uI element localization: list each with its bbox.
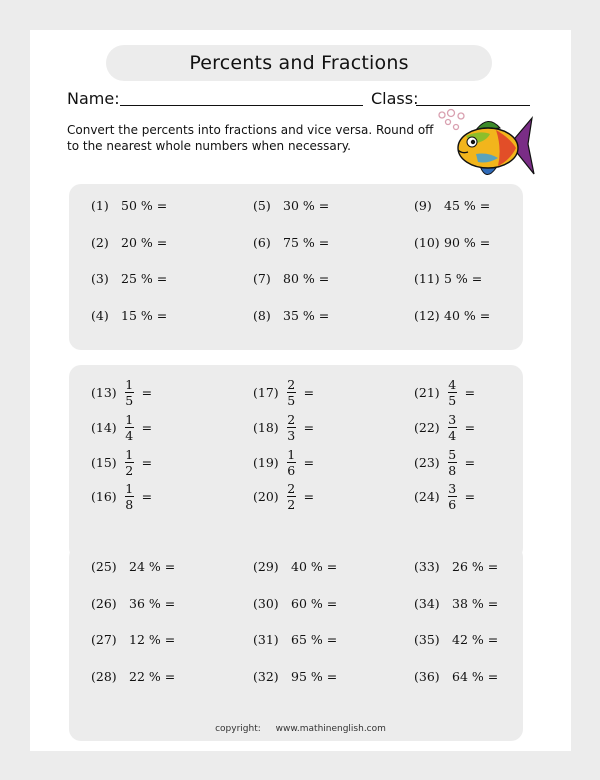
problem-number: (11) <box>414 271 440 286</box>
equals-sign: = <box>464 384 476 400</box>
fraction-problem-item <box>253 480 314 512</box>
problem-item <box>253 632 337 647</box>
problem-item <box>91 632 175 647</box>
problem-number: (14) <box>91 419 117 435</box>
equals-sign: = <box>141 384 153 400</box>
problem-item <box>91 669 175 684</box>
problem-item <box>414 271 482 286</box>
problem-expression: 90 % = <box>444 235 491 250</box>
problem-number: (25) <box>91 559 117 574</box>
fraction-denominator: 8 <box>448 462 457 478</box>
equals-sign: = <box>303 384 315 400</box>
problem-number: (33) <box>414 559 440 574</box>
problem-expression: 75 % = <box>283 235 330 250</box>
problem-expression: 26 % = <box>452 559 499 574</box>
fraction-problem-item <box>91 411 152 443</box>
problem-item <box>414 308 490 323</box>
fraction-numerator: 2 <box>287 376 296 392</box>
problem-expression: 35 % = <box>283 308 330 323</box>
fraction-to-percent-panel <box>69 365 523 560</box>
fraction <box>125 482 134 511</box>
equals-sign: = <box>303 419 315 435</box>
problem-expression: 80 % = <box>283 271 330 286</box>
problem-expression: 95 % = <box>291 669 338 684</box>
problem-item <box>253 669 337 684</box>
problem-item <box>414 632 498 647</box>
title-banner <box>106 45 492 81</box>
problem-expression: 40 % = <box>291 559 338 574</box>
equals-sign: = <box>464 454 476 470</box>
problem-number: (10) <box>414 235 440 250</box>
fraction-denominator: 2 <box>287 496 296 512</box>
problem-number: (36) <box>414 669 440 684</box>
equals-sign: = <box>303 488 315 504</box>
fraction-denominator: 5 <box>448 392 457 408</box>
fraction-problem-item <box>414 446 475 478</box>
problem-item <box>253 308 329 323</box>
problem-number: (8) <box>253 308 271 323</box>
percent-to-fraction-panel-1 <box>69 184 523 350</box>
percent-to-fraction-panel-2 <box>69 545 523 741</box>
fraction <box>125 378 134 407</box>
fraction-denominator: 5 <box>125 392 134 408</box>
problem-item <box>414 235 490 250</box>
fraction-problem-item <box>414 411 475 443</box>
class-label: Class: <box>371 89 419 108</box>
problem-item <box>253 198 329 213</box>
equals-sign: = <box>303 454 315 470</box>
fraction-denominator: 4 <box>125 427 134 443</box>
fraction-numerator: 4 <box>448 376 457 392</box>
problem-expression: 30 % = <box>283 198 330 213</box>
class-blank-line <box>416 105 530 106</box>
equals-sign: = <box>141 454 153 470</box>
fraction-denominator: 4 <box>448 427 457 443</box>
problem-expression: 12 % = <box>129 632 176 647</box>
fraction-numerator: 3 <box>448 480 457 496</box>
fraction <box>448 448 457 477</box>
fraction-numerator: 1 <box>125 446 134 462</box>
problem-number: (7) <box>253 271 271 286</box>
problem-item <box>91 308 167 323</box>
problem-expression: 38 % = <box>452 596 499 611</box>
name-label: Name: <box>67 89 120 108</box>
fraction-problem-item <box>414 480 475 512</box>
problem-number: (28) <box>91 669 117 684</box>
fraction-numerator: 5 <box>448 446 457 462</box>
fraction-denominator: 2 <box>125 462 134 478</box>
problem-item <box>91 235 167 250</box>
problem-number: (24) <box>414 488 440 504</box>
problem-number: (22) <box>414 419 440 435</box>
problem-number: (32) <box>253 669 279 684</box>
problem-number: (4) <box>91 308 109 323</box>
fraction-numerator: 1 <box>287 446 296 462</box>
fraction-problem-item <box>91 376 152 408</box>
problem-expression: 65 % = <box>291 632 338 647</box>
fraction-denominator: 3 <box>287 427 296 443</box>
problem-number: (1) <box>91 198 109 213</box>
problem-expression: 22 % = <box>129 669 176 684</box>
problem-expression: 25 % = <box>121 271 168 286</box>
problem-number: (27) <box>91 632 117 647</box>
fraction <box>287 448 296 477</box>
equals-sign: = <box>141 488 153 504</box>
problem-number: (2) <box>91 235 109 250</box>
problem-number: (30) <box>253 596 279 611</box>
instructions-text: Convert the percents into fractions and vice versa. Round off to the nearest whole numbers when necessary. <box>67 123 434 153</box>
fraction-problem-item <box>253 411 314 443</box>
problem-item <box>253 235 329 250</box>
problem-expression: 60 % = <box>291 596 338 611</box>
problem-number: (29) <box>253 559 279 574</box>
problem-item <box>414 669 498 684</box>
fraction-numerator: 1 <box>125 411 134 427</box>
problem-number: (17) <box>253 384 279 400</box>
fraction-numerator: 2 <box>287 411 296 427</box>
problem-number: (35) <box>414 632 440 647</box>
fraction <box>448 378 457 407</box>
fraction-numerator: 1 <box>125 480 134 496</box>
problem-number: (13) <box>91 384 117 400</box>
page-title: Percents and Fractions <box>189 52 409 74</box>
equals-sign: = <box>464 419 476 435</box>
fraction-denominator: 8 <box>125 496 134 512</box>
problem-item <box>253 596 337 611</box>
problem-number: (16) <box>91 488 117 504</box>
problem-number: (15) <box>91 454 117 470</box>
fraction-problem-item <box>91 446 152 478</box>
problem-number: (31) <box>253 632 279 647</box>
equals-sign: = <box>464 488 476 504</box>
fraction-problem-item <box>253 376 314 408</box>
problem-number: (26) <box>91 596 117 611</box>
copyright-label: copyright: <box>215 724 261 734</box>
fraction <box>125 448 134 477</box>
footer <box>30 724 571 734</box>
problem-expression: 50 % = <box>121 198 168 213</box>
problem-item <box>91 596 175 611</box>
copyright-site: www.mathinenglish.com <box>275 724 386 734</box>
problem-number: (19) <box>253 454 279 470</box>
problem-item <box>253 559 337 574</box>
problem-number: (6) <box>253 235 271 250</box>
fraction <box>448 482 457 511</box>
problem-number: (20) <box>253 488 279 504</box>
problem-expression: 40 % = <box>444 308 491 323</box>
problem-item <box>91 559 175 574</box>
fraction-denominator: 6 <box>287 462 296 478</box>
fraction <box>287 413 296 442</box>
fraction-problem-item <box>414 376 475 408</box>
problem-expression: 15 % = <box>121 308 168 323</box>
fraction <box>448 413 457 442</box>
name-blank-line <box>120 105 363 106</box>
problem-expression: 64 % = <box>452 669 499 684</box>
problem-expression: 24 % = <box>129 559 176 574</box>
problem-expression: 42 % = <box>452 632 499 647</box>
problem-number: (21) <box>414 384 440 400</box>
problem-number: (34) <box>414 596 440 611</box>
problem-item <box>414 559 498 574</box>
fraction-problem-item <box>91 480 152 512</box>
fraction-numerator: 2 <box>287 480 296 496</box>
problem-item <box>91 198 167 213</box>
fraction <box>287 378 296 407</box>
fish-illustration <box>436 108 536 186</box>
problem-expression: 36 % = <box>129 596 176 611</box>
problem-number: (12) <box>414 308 440 323</box>
fraction-denominator: 5 <box>287 392 296 408</box>
problem-number: (3) <box>91 271 109 286</box>
fraction-problem-item <box>253 446 314 478</box>
fraction <box>287 482 296 511</box>
problem-item <box>253 271 329 286</box>
worksheet-page <box>30 30 571 751</box>
problem-number: (23) <box>414 454 440 470</box>
fraction-denominator: 6 <box>448 496 457 512</box>
problem-item <box>414 596 498 611</box>
fraction-numerator: 1 <box>125 376 134 392</box>
fraction <box>125 413 134 442</box>
fraction-numerator: 3 <box>448 411 457 427</box>
problem-expression: 20 % = <box>121 235 168 250</box>
problem-number: (9) <box>414 198 432 213</box>
problem-number: (18) <box>253 419 279 435</box>
problem-expression: 45 % = <box>444 198 491 213</box>
problem-item <box>414 198 490 213</box>
equals-sign: = <box>141 419 153 435</box>
problem-expression: 5 % = <box>444 271 483 286</box>
problem-item <box>91 271 167 286</box>
problem-number: (5) <box>253 198 271 213</box>
